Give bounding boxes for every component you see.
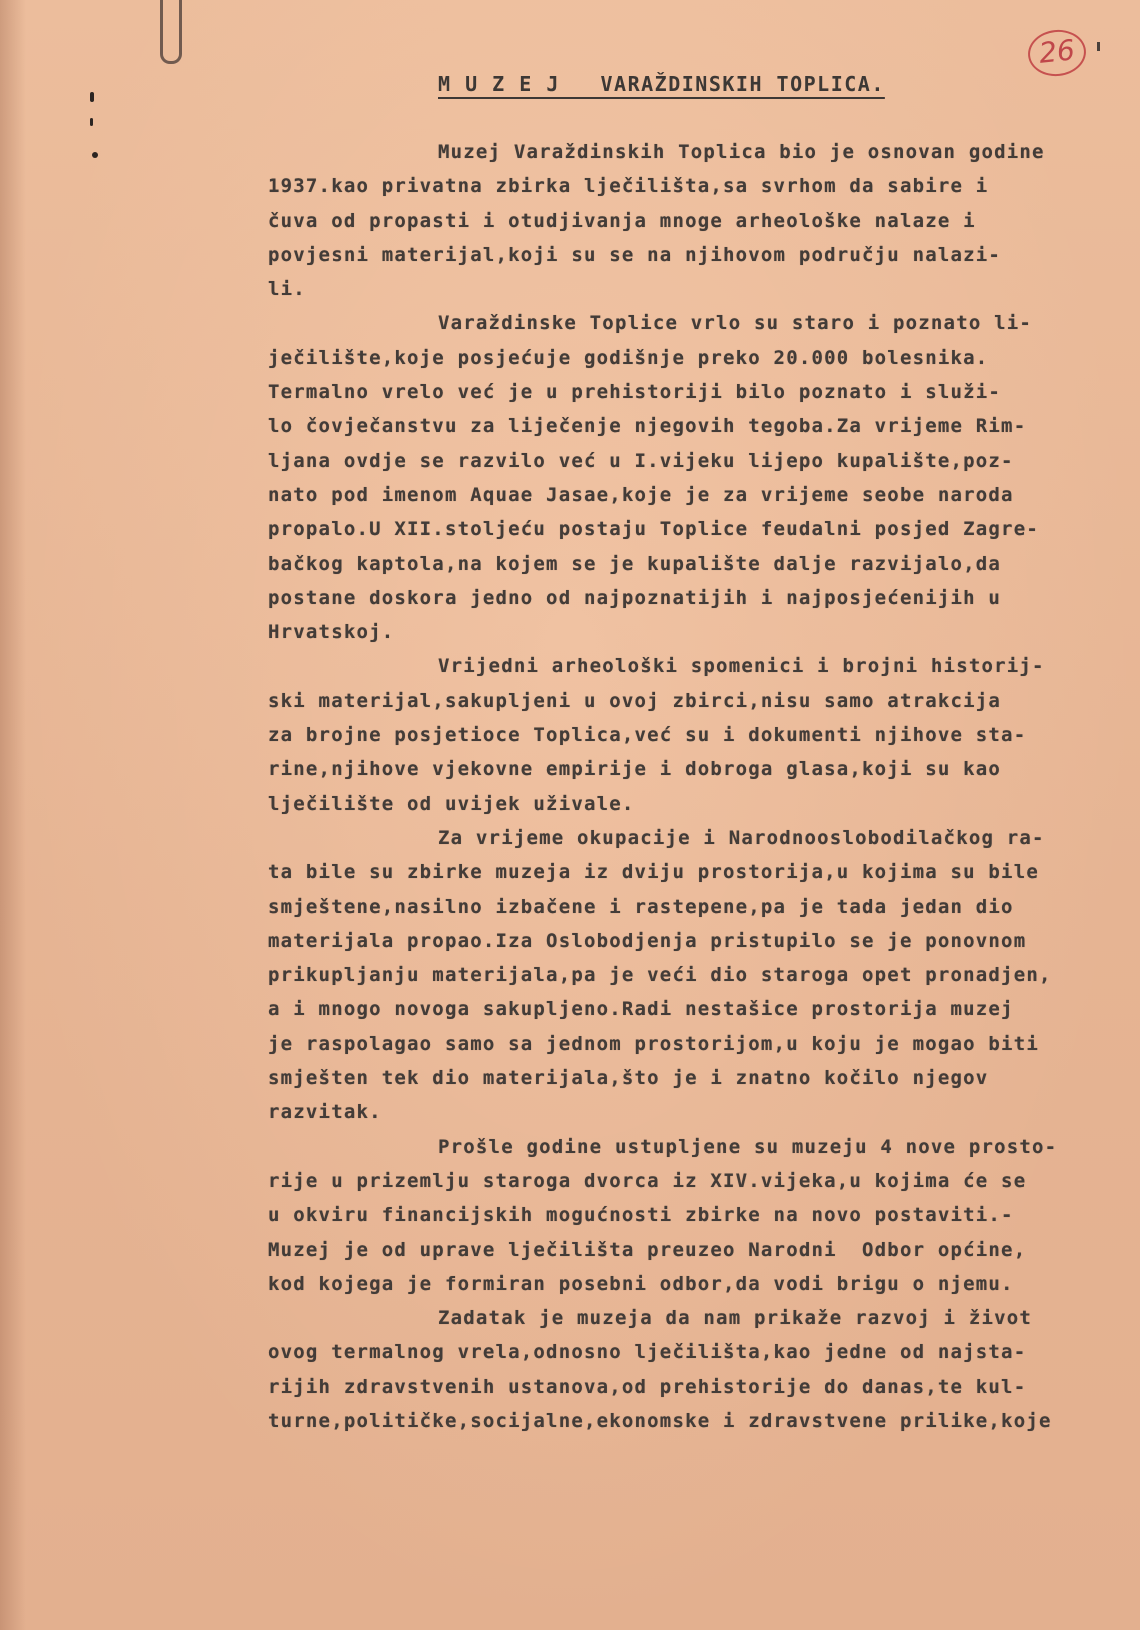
text-line: povjesni materijal,koji su se na njihovom području nalazi- xyxy=(268,243,1002,266)
text-line: Prošle godine ustupljene su muzeju 4 nove prosto- xyxy=(438,1135,1058,1158)
paragraph xyxy=(268,1301,1128,1438)
text-line: Za vrijeme okupacije i Narodnooslobodilačkog ra- xyxy=(438,826,1045,849)
text-line: smješten tek dio materijala,što je i znatno kočilo njegov xyxy=(268,1067,989,1090)
text-line: postane doskora jedno od najpoznatijih i najposjećenijih u xyxy=(268,586,1002,609)
paragraph xyxy=(268,649,1128,820)
text-line: lječilište od uvijek uživale. xyxy=(268,792,635,815)
text-line: Vrijedni arheološki spomenici i brojni historij- xyxy=(438,655,1045,678)
text-line: Muzej je od uprave lječilišta preuzeo Narodni Odbor općine, xyxy=(268,1238,1027,1261)
paragraph xyxy=(268,1130,1128,1301)
text-line: Varaždinske Toplice vrlo su staro i poznato li- xyxy=(438,312,1033,335)
text-line: razvitak. xyxy=(268,1101,382,1124)
text-line: turne,političke,socijalne,ekonomske i zdravstvene prilike,koje xyxy=(268,1409,1052,1432)
staple-mark xyxy=(160,0,182,64)
text-line: 1937.kao privatna zbirka lječilišta,sa svrhom da sabire i xyxy=(268,175,989,198)
punch-mark xyxy=(90,92,94,102)
text-line: bačkog kaptola,na kojem se je kupalište dalje razvijalo,da xyxy=(268,552,1002,575)
text-line: ski materijal,sakupljeni u ovoj zbirci,nisu samo atrakcija xyxy=(268,689,1002,712)
text-line: ljana ovdje se razvilo već u I.vijeku lijepo kupalište,poz- xyxy=(268,449,1014,472)
text-line: za brojne posjetioce Toplica,već su i dokumenti njihove sta- xyxy=(268,724,1027,747)
text-line: a i mnogo novoga sakupljeno.Radi nestašice prostorija muzej xyxy=(268,998,1014,1021)
text-line: prikupljanju materijala,pa je veći dio staroga opet pronadjen, xyxy=(268,964,1052,987)
text-line: ječilište,koje posjećuje godišnje preko 20.000 bolesnika. xyxy=(268,346,989,369)
text-line: Muzej Varaždinskih Toplica bio je osnovan godine xyxy=(438,141,1045,163)
text-line: kod kojega je formiran posebni odbor,da vodi brigu o njemu. xyxy=(268,1272,1014,1295)
text-line: rije u prizemlju staroga dvorca iz XIV.vijeka,u kojima će se xyxy=(268,1169,1027,1192)
text-line: Zadatak je muzeja da nam prikaže razvoj i život xyxy=(438,1307,1033,1330)
text-line: čuva od propasti i otudjivanja mnoge arheološke nalaze i xyxy=(268,209,976,232)
document-title: M U Z E J VARAŽDINSKIH TOPLICA. xyxy=(438,72,885,96)
paragraph xyxy=(268,821,1128,1130)
document-body xyxy=(268,135,1128,1438)
text-line: Hrvatskoj. xyxy=(268,621,395,644)
text-line: nato pod imenom Aquae Jasae,koje je za vrijeme seobe naroda xyxy=(268,483,1014,506)
text-line: smještene,nasilno izbačene i rastepene,pa je tada jedan dio xyxy=(268,895,1014,918)
text-line: rijih zdravstvenih ustanova,od prehistorije do danas,te kul- xyxy=(268,1375,1027,1398)
text-line: ta bile su zbirke muzeja iz dviju prostorija,u kojima su bile xyxy=(268,861,1039,884)
text-line: propalo.U XII.stoljeću postaju Toplice feudalni posjed Zagre- xyxy=(268,518,1039,541)
punch-mark xyxy=(90,118,93,126)
text-line: u okviru financijskih mogućnosti zbirke na novo postaviti.- xyxy=(268,1204,1014,1227)
text-line: lo čovječanstvu za liječenje njegovih tegoba.Za vrijeme Rim- xyxy=(268,415,1027,438)
text-line: rine,njihove vjekovne empirije i dobroga glasa,koji su kao xyxy=(268,758,1002,781)
paragraph xyxy=(268,306,1128,649)
text-line: je raspolagao samo sa jednom prostorijom,u koju je mogao biti xyxy=(268,1032,1039,1055)
text-line: li. xyxy=(268,278,306,301)
text-line: Termalno vrelo već je u prehistoriji bilo poznato i služi- xyxy=(268,381,1002,404)
folio-number-stamp: 26 xyxy=(1026,27,1088,79)
text-line: ovog termalnog vrela,odnosno lječilišta,kao jedne od najsta- xyxy=(268,1341,1027,1364)
punch-mark xyxy=(92,152,98,158)
paragraph xyxy=(268,135,1128,306)
text-line: materijala propao.Iza Oslobodjenja pristupilo se je ponovnom xyxy=(268,929,1027,952)
pencil-tick-mark xyxy=(1097,42,1100,51)
page-edge-shadow xyxy=(0,0,26,1630)
